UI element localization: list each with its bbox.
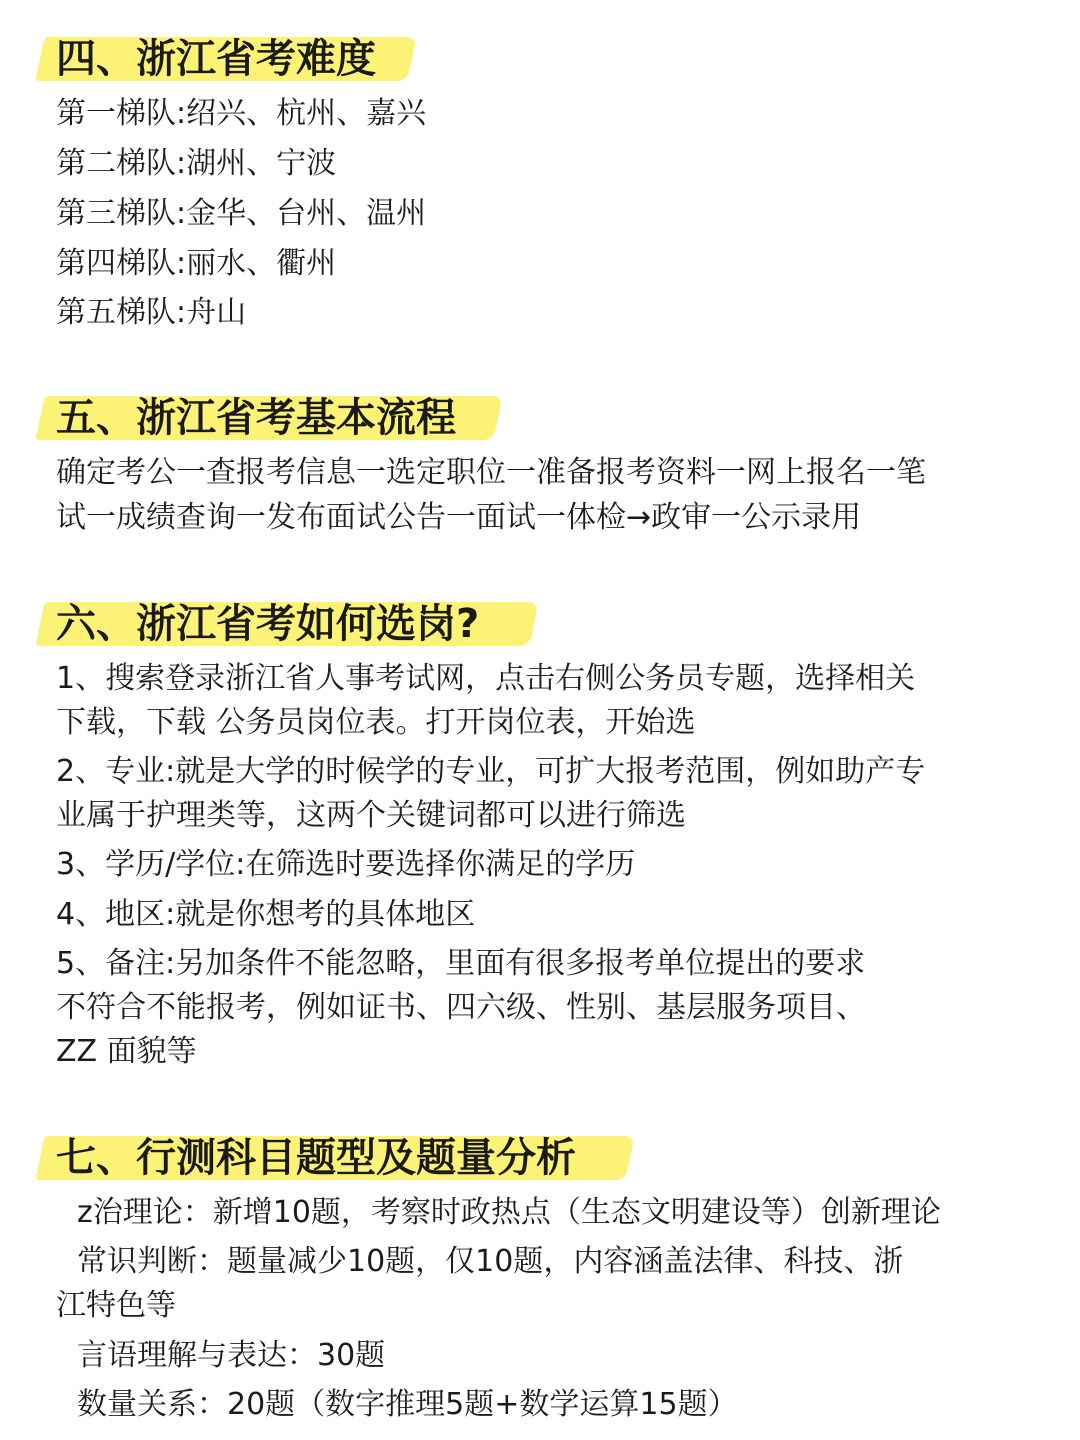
section-6-line-8: 不符合不能报考，例如证书、四六级、性别、基层服务项目、 [56, 990, 866, 1025]
section-6-line-3: 2、专业:就是大学的时候学的专业，可扩大报考范围，例如助产专 [56, 754, 926, 789]
section-6-line-9: ZZ 面貌等 [56, 1034, 197, 1069]
section-4-line-2: 第二梯队:湖州、宁波 [56, 146, 337, 181]
section-4-line-5: 第五梯队:舟山 [56, 295, 247, 330]
section-7-line-3: 江特色等 [56, 1288, 176, 1323]
section-6-line-2: 下载，下载 公务员岗位表。打开岗位表，开始选 [56, 705, 696, 740]
section-6-line-1: 1、搜索登录浙江省人事考试网，点击右侧公务员专题，选择相关 [56, 661, 916, 696]
section-7-title: 七、行测科目题型及题量分析 [56, 1135, 576, 1181]
section-4-title: 四、浙江省考难度 [56, 36, 376, 82]
section-4-line-4: 第四梯队:丽水、衢州 [56, 246, 337, 281]
section-5-line-2: 试一成绩查询一发布面试公告一面试一体检→政审一公示录用 [56, 500, 862, 535]
section-6-line-7: 5、备注:另加条件不能忽略，里面有很多报考单位提出的要求 [56, 946, 866, 981]
section-7-line-5: 数量关系：20题（数字推理5题+数学运算15题） [77, 1387, 738, 1422]
section-6-line-4: 业属于护理类等，这两个关键词都可以进行筛选 [56, 798, 686, 833]
section-6-line-5: 3、学历/学位:在筛选时要选择你满足的学历 [56, 847, 636, 882]
section-7-line-2: 常识判断：题量减少10题，仅10题，内容涵盖法律、科技、浙 [77, 1244, 904, 1279]
section-5-line-1: 确定考公一查报考信息一选定职位一准备报考资料一网上报名一笔 [56, 455, 926, 490]
section-7-line-4: 言语理解与表达：30题 [77, 1338, 386, 1373]
section-4-line-3: 第三梯队:金华、台州、温州 [56, 196, 427, 231]
section-4-line-1: 第一梯队:绍兴、杭州、嘉兴 [56, 96, 427, 131]
section-6-line-6: 4、地区:就是你想考的具体地区 [56, 897, 476, 932]
section-6-title: 六、浙江省考如何选岗? [56, 601, 480, 647]
section-7-line-1: z治理论：新增10题，考察时政热点（生态文明建设等）创新理论 [77, 1195, 941, 1230]
section-5-title: 五、浙江省考基本流程 [56, 395, 456, 441]
